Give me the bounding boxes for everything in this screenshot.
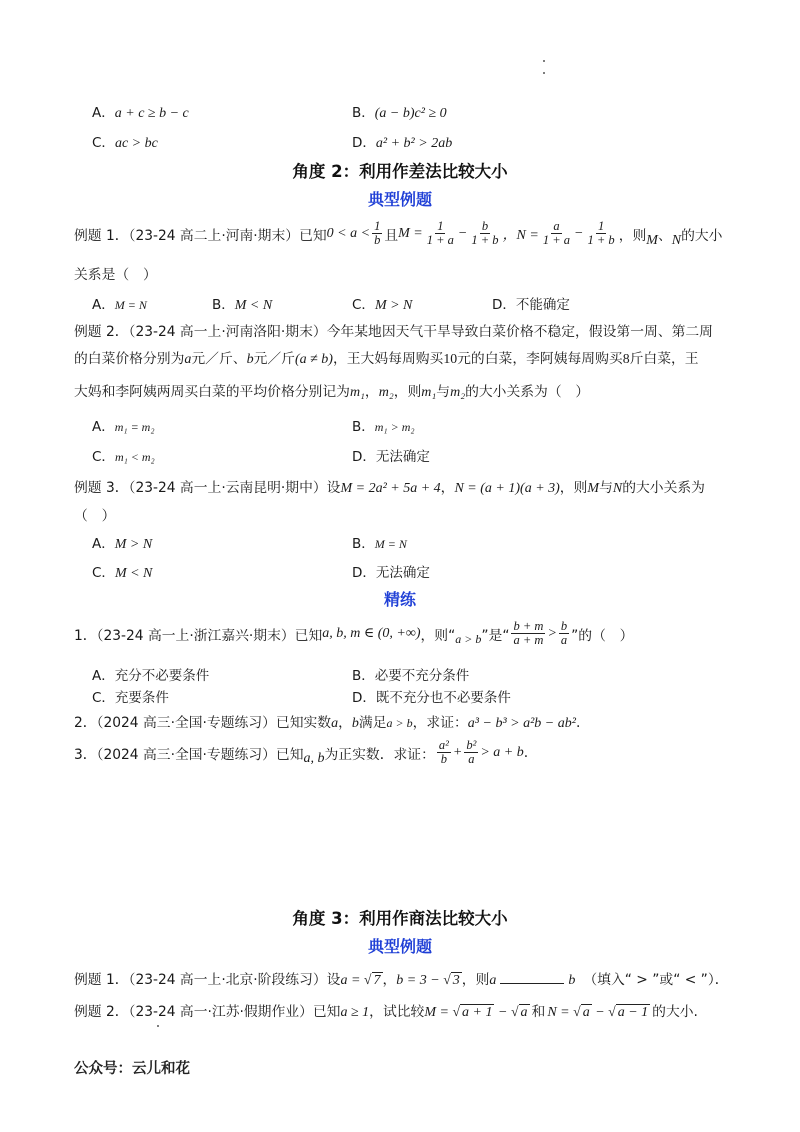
ex2-option-d: D．无法确定 <box>352 449 430 465</box>
practice-3-stem: 3．（2024 高三·全国·专题练习）已知 a, b 为正实数．求证： $\frac{\text{a²}}{b}$ + $\frac{\text{b²}}{a}$ > a + b . <box>74 738 529 767</box>
pr1-option-d: D．既不充分也不必要条件 <box>352 690 511 706</box>
fraction: $\frac{\text{a²}}{b}$ <box>438 738 449 767</box>
ex1-option-c: C．M > N <box>352 297 413 313</box>
footer-wechat-account: 公众号：云儿和花 <box>74 1061 190 1077</box>
answer-blank[interactable] <box>500 971 564 984</box>
fraction: $\frac{a}{1 + a}$ <box>542 219 571 248</box>
ex3-option-c: C．M < N <box>92 565 153 581</box>
example-3-line2: （ ） <box>74 508 116 524</box>
ex3-option-a: A．M > N <box>92 536 153 552</box>
stray-dot <box>543 72 545 74</box>
practice-2-stem: 2．（2024 高三·全国·专题练习）已知实数a，b满足a > b，求证：a³ − b³ > a²b − ab². <box>74 715 581 731</box>
option-c: C．ac > bc <box>92 135 158 151</box>
ex2-option-a: A．m₁ = m₂ <box>92 419 155 435</box>
section-3-example-2: 例题 2．（23-24 高一·江苏·假期作业）已知a ≥ 1，试比较M = √ a + 1 − √ a 和 N = √ a − √ a − 1 的大小. <box>74 1004 698 1020</box>
example-2-line3: 大妈和李阿姨两周买白菜的平均价格分别记为m₁，m₂，则m₁与m₂的大小关系为（ ） <box>74 384 590 400</box>
stray-dot <box>543 60 545 62</box>
ex1-option-b: B．M < N <box>212 297 273 313</box>
ex1-option-a: A．M = N <box>92 297 147 313</box>
ex3-option-d: D．无法确定 <box>352 565 430 581</box>
practice-1-stem: 1．（23-24 高一上·浙江嘉兴·期末）已知 a, b, m ∈ (0, +∞) ，则“ a > b ”是“ $\frac{b + m}{a + m}$ > $\frac{b}{a}$ ”的（ ） <box>74 619 634 648</box>
fraction: $\frac{\text{b²}}{a}$ <box>466 738 477 767</box>
ex2-option-b: B．m₁ > m₂ <box>352 419 415 435</box>
pr1-option-a: A．充分不必要条件 <box>92 668 210 684</box>
fraction: $\frac{1}{b}$ <box>374 219 381 248</box>
fraction: $\frac{b + m}{a + m}$ <box>513 619 544 648</box>
option-a: A．a + c ≥ b − c <box>92 105 189 121</box>
option-d: D．a² + b² > 2ab <box>352 135 453 151</box>
example-2-line2: 的白菜价格分别为a元／斤、b元／斤(a ≠ b)，王大妈每周购买10元的白菜，李阿姨每周购买8斤白菜，王 <box>74 351 699 367</box>
section-3-title: 角度 3：利用作商法比较大小 <box>292 909 508 928</box>
example-1-stem: 例题 1．（23-24 高二上·河南·期末）已知 0 < a < $\frac{1}{b}$ 且 M = $\frac{1}{1 + a}$ − $\frac{b}{1 + b}$ ，N = $\frac{a}{1 + a}$ − $\frac{1}{1 + b}$ ，则 M 、 N 的大小 <box>74 219 723 248</box>
example-1-line2: 关系是（ ） <box>74 267 157 283</box>
pr1-option-c: C．充要条件 <box>92 690 169 706</box>
ex3-option-b: B．M = N <box>352 536 407 552</box>
fraction: $\frac{1}{1 + b}$ <box>587 219 615 248</box>
section-3-example-1: 例题 1．（23-24 高一上·北京·阶段练习）设a = √ 7 ，b = 3 − √ 3 ，则a b （填入“ > ”或“ < ”）． <box>74 972 729 988</box>
fraction: $\frac{1}{1 + a}$ <box>426 219 454 248</box>
stray-dot <box>157 1025 159 1027</box>
example-3-line1: 例题 3．（23-24 高一上·云南昆明·期中）设M = 2a² + 5a + 4，N = (a + 1)(a + 3)，则M与N的大小关系为 <box>74 480 705 496</box>
section-3-typical-heading: 典型例题 <box>367 937 432 956</box>
ex1-option-d: D．不能确定 <box>492 297 570 313</box>
example-2-line1: 例题 2．（23-24 高一上·河南洛阳·期末）今年某地因天气干旱导致白菜价格不稳定，假设第一周、第二周 <box>74 324 713 340</box>
section-2-title: 角度 2：利用作差法比较大小 <box>292 162 508 181</box>
pr1-option-b: B．必要不充分条件 <box>352 668 470 684</box>
fraction: $\frac{b}{1 + b}$ <box>471 219 499 248</box>
typical-examples-heading: 典型例题 <box>367 190 432 209</box>
option-b: B．(a − b)c² ≥ 0 <box>352 105 447 121</box>
ex2-option-c: C．m₁ < m₂ <box>92 449 155 465</box>
fraction: $\frac{b}{a}$ <box>560 619 568 648</box>
practice-heading: 精练 <box>383 590 416 609</box>
